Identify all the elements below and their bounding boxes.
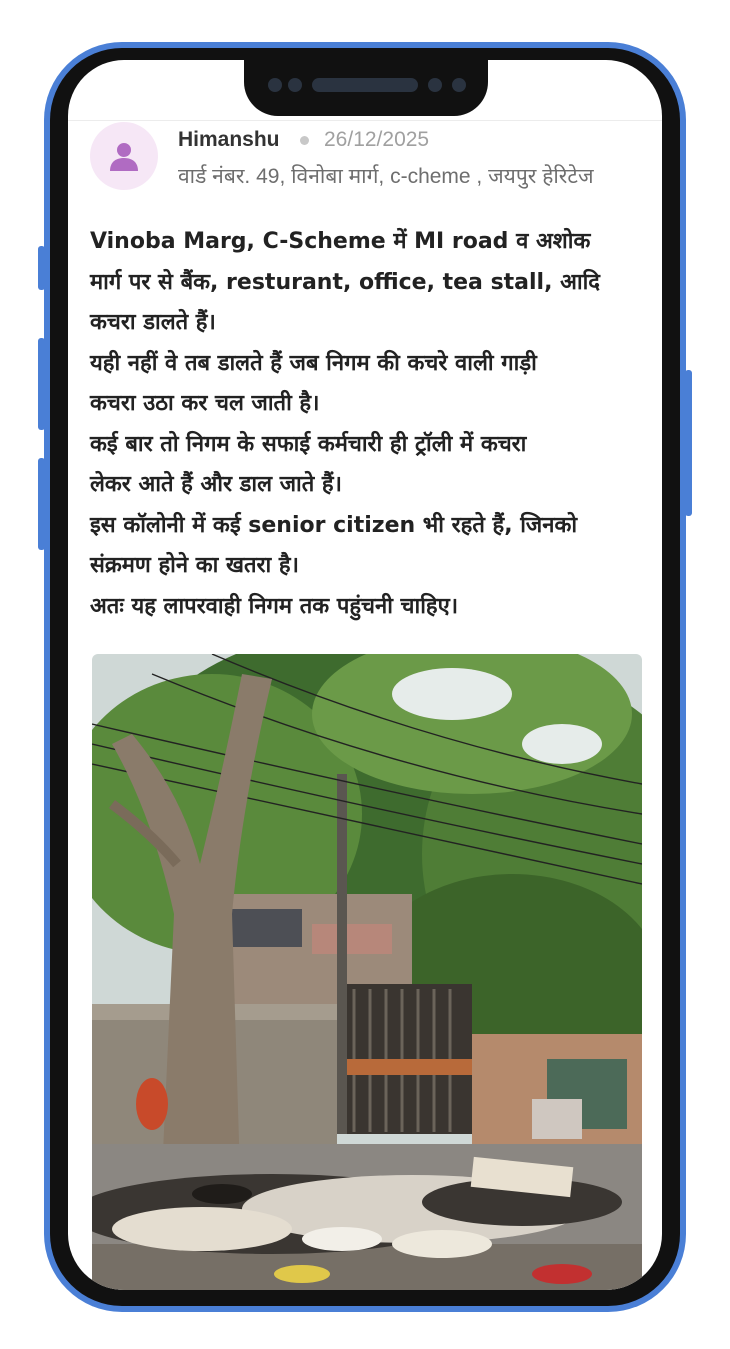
post-body-line: यही नहीं वे तब डालते हैं जब निगम की कचरे वाली गाड़ी: [90, 350, 537, 376]
post-body-line: Vinoba Marg, C-Scheme में MI road व अशोक: [90, 229, 591, 254]
post-body-line: लेकर आते हैं और डाल जाते हैं।: [90, 472, 342, 497]
post-body-line: मार्ग पर से बैंक, resturant, office, tea stall, आदि: [90, 269, 600, 295]
speaker-grille: [312, 78, 418, 92]
sensor-dot: [268, 78, 282, 92]
post-body: [90, 222, 650, 627]
camera-notch: [244, 56, 488, 116]
post-photo[interactable]: [92, 654, 642, 1290]
sensor-dot: [288, 78, 302, 92]
side-button-volume-down: [38, 458, 45, 550]
side-button-action: [38, 246, 45, 290]
author-name[interactable]: Himanshu: [178, 128, 280, 151]
post-date: 26/12/2025: [324, 128, 430, 151]
separator-dot: [300, 136, 309, 145]
header-divider: [68, 120, 662, 121]
camera-lens: [452, 78, 466, 92]
post-body-line: कचरा उठा कर चल जाती है।: [90, 391, 320, 416]
side-button-power: [685, 370, 692, 516]
post-body-line: कई बार तो निगम के सफाई कर्मचारी ही ट्रॉली में कचरा: [90, 431, 527, 457]
post-location: वार्ड नंबर. 49, विनोबा मार्ग, c-cheme , जयपुर हेरिटेज: [178, 165, 594, 188]
avatar[interactable]: [90, 122, 158, 190]
post-body-line: अतः यह लापरवाही निगम तक पहुंचनी चाहिए।: [90, 593, 459, 619]
person-icon: [107, 139, 141, 173]
post-body-line: इस कॉलोनी में कई senior citizen भी रहते हैं, जिनको: [90, 512, 578, 538]
sensor-dot: [428, 78, 442, 92]
post-body-line: संक्रमण होने का खतरा है।: [90, 553, 299, 578]
screen: [68, 60, 662, 1290]
garbage-scene-image: [92, 654, 642, 1290]
side-button-volume-up: [38, 338, 45, 430]
post-body-line: कचरा डालते हैं।: [90, 310, 216, 335]
